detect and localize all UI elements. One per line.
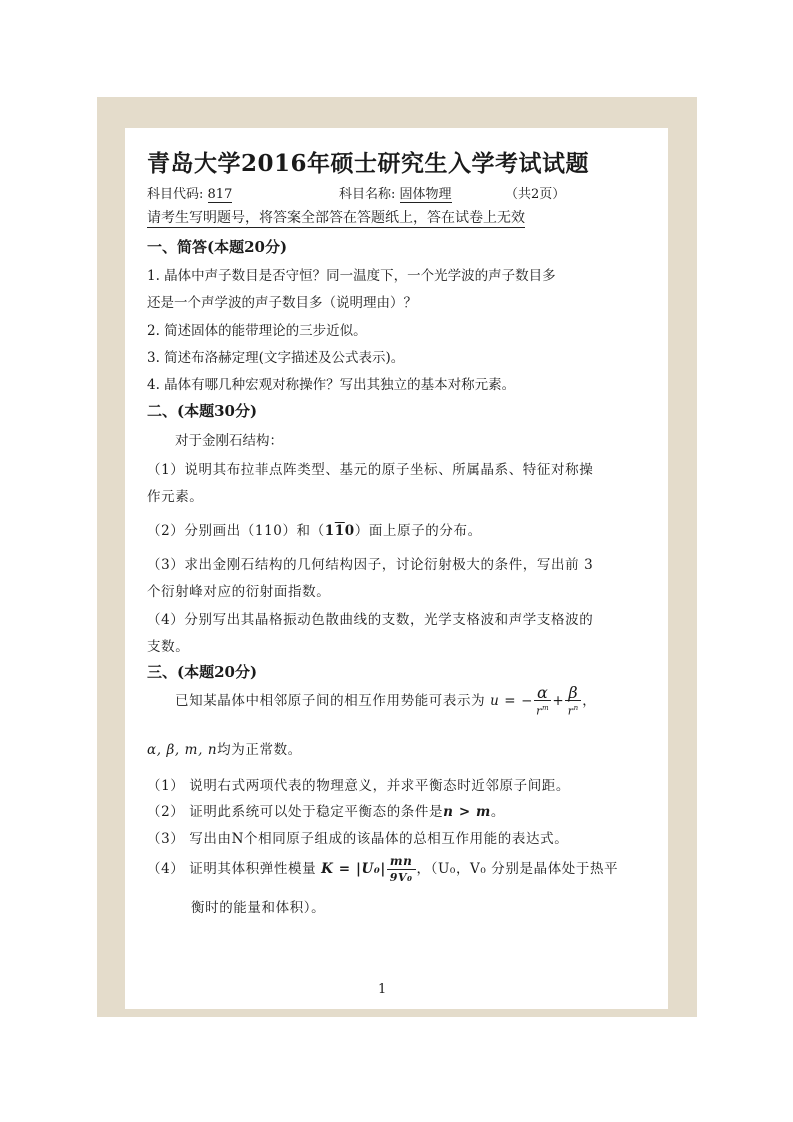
subject-name-label: 科目名称: (339, 187, 396, 202)
r-n: r (567, 704, 574, 718)
s3-p4-rest: ，（U₀，V₀ 分别是晶体处于热平 (416, 861, 619, 877)
s1-q1-line1: 1. 晶体中声子数目是否守恒？同一温度下，一个光学波的声子数目多 (147, 268, 556, 284)
s3-p4 (147, 851, 618, 887)
s3-p3 (147, 827, 568, 847)
s2-p3-line1: （3）求出金刚石结构的几何结构因子，讨论衍射极大的条件，写出前 3 (147, 557, 594, 573)
s2-p2-text: （2）分别画出（110）和（ (147, 523, 325, 539)
s1-q2: 2. 简述固体的能带理论的三步近似。 (147, 323, 367, 339)
page-number: 1 (378, 982, 387, 997)
s3-p1 (147, 774, 570, 794)
page-count: （共2页） (505, 187, 566, 202)
alpha-fraction (534, 682, 551, 719)
s3-p4-num: （4） (147, 861, 185, 877)
formula-lhs: u = − (490, 693, 534, 709)
plus-sign: + (552, 693, 565, 709)
plane-l: 0 (344, 523, 355, 539)
s2-p2 (147, 519, 482, 539)
s3-p2-end: 。 (490, 804, 506, 820)
alpha-symbol: α (534, 685, 551, 701)
mn-fraction (387, 854, 416, 885)
s3-p3-num: （3） (147, 831, 185, 847)
s2-intro: 对于金刚石结构： (175, 433, 283, 449)
s1-q3: 3. 简述布洛赫定理(文字描述及公式表示)。 (147, 350, 405, 366)
s2-p2-end: ）面上原子的分布。 (354, 523, 482, 539)
s2-p1-line1: （1）说明其布拉菲点阵类型、基元的原子坐标、所属晶系、特征对称操 (147, 462, 594, 478)
exam-notice: 请考生写明题号，将答案全部答在答题纸上，答在试卷上无效 (147, 210, 525, 226)
subject-name (339, 183, 452, 202)
exam-title: 青岛大学2016年硕士研究生入学考试试题 (147, 150, 590, 177)
section1-heading: 一、简答(本题20分) (147, 238, 288, 256)
s3-p4-text: 证明其体积弹性模量 (189, 861, 317, 877)
plane-h: 1 (324, 523, 335, 539)
constants-text: 均为正常数。 (217, 742, 302, 758)
s3-p2-num: （2） (147, 804, 185, 820)
s1-q1-line2: 还是一个声学波的声子数目多（说明理由）？ (147, 295, 417, 311)
s2-p4-line2: 支数。 (147, 639, 190, 655)
s3-p4-line2: 衡时的能量和体积）。 (191, 900, 326, 916)
s3-intro (175, 683, 596, 719)
subject-code-value: 817 (207, 187, 233, 202)
s3-p1-text: 说明右式两项代表的物理意义，并求平衡态时近邻原子间距。 (189, 778, 570, 794)
bulk-modulus-K: K = |U₀| (321, 861, 386, 877)
beta-symbol: β (565, 685, 581, 701)
s2-p3-line2: 个衍射峰对应的衍射面指数。 (147, 584, 331, 600)
subject-code (147, 183, 232, 202)
formula-comma: ， (582, 693, 597, 709)
s3-intro-text: 已知某晶体中相邻原子间的相互作用势能可表示为 (175, 693, 486, 709)
m-exponent: m (542, 703, 550, 712)
s3-p2-inequality: n > m (443, 804, 491, 820)
s3-p1-num: （1） (147, 778, 185, 794)
subject-code-label: 科目代码: (147, 187, 204, 202)
s1-q4: 4. 晶体有哪几种宏观对称操作？写出其独立的基本对称元素。 (147, 377, 516, 393)
r-m: r (536, 704, 543, 718)
section2-heading: 二、(本题30分) (147, 402, 258, 420)
n-exponent: n (573, 703, 579, 712)
s3-constants (147, 738, 302, 758)
subject-name-value: 固体物理 (399, 187, 452, 202)
mn-numerator: mn (387, 854, 416, 870)
section3-heading: 三、(本题20分) (147, 663, 258, 681)
s3-p2-text: 证明此系统可以处于稳定平衡态的条件是 (189, 804, 444, 820)
s2-p4-line1: （4）分别写出其晶格振动色散曲线的支数，光学支格波和声学支格波的 (147, 612, 594, 628)
9v0-denominator: 9V₀ (389, 871, 413, 884)
s2-p1-line2: 作元素。 (147, 489, 204, 505)
plane-k-bar: 1 (334, 523, 345, 539)
s3-p3-text: 写出由N个相同原子组成的该晶体的总相互作用能的表达式。 (189, 831, 569, 847)
s3-p2 (147, 800, 505, 820)
constants-symbols: α, β, m, n (147, 742, 218, 758)
beta-fraction (565, 682, 581, 719)
